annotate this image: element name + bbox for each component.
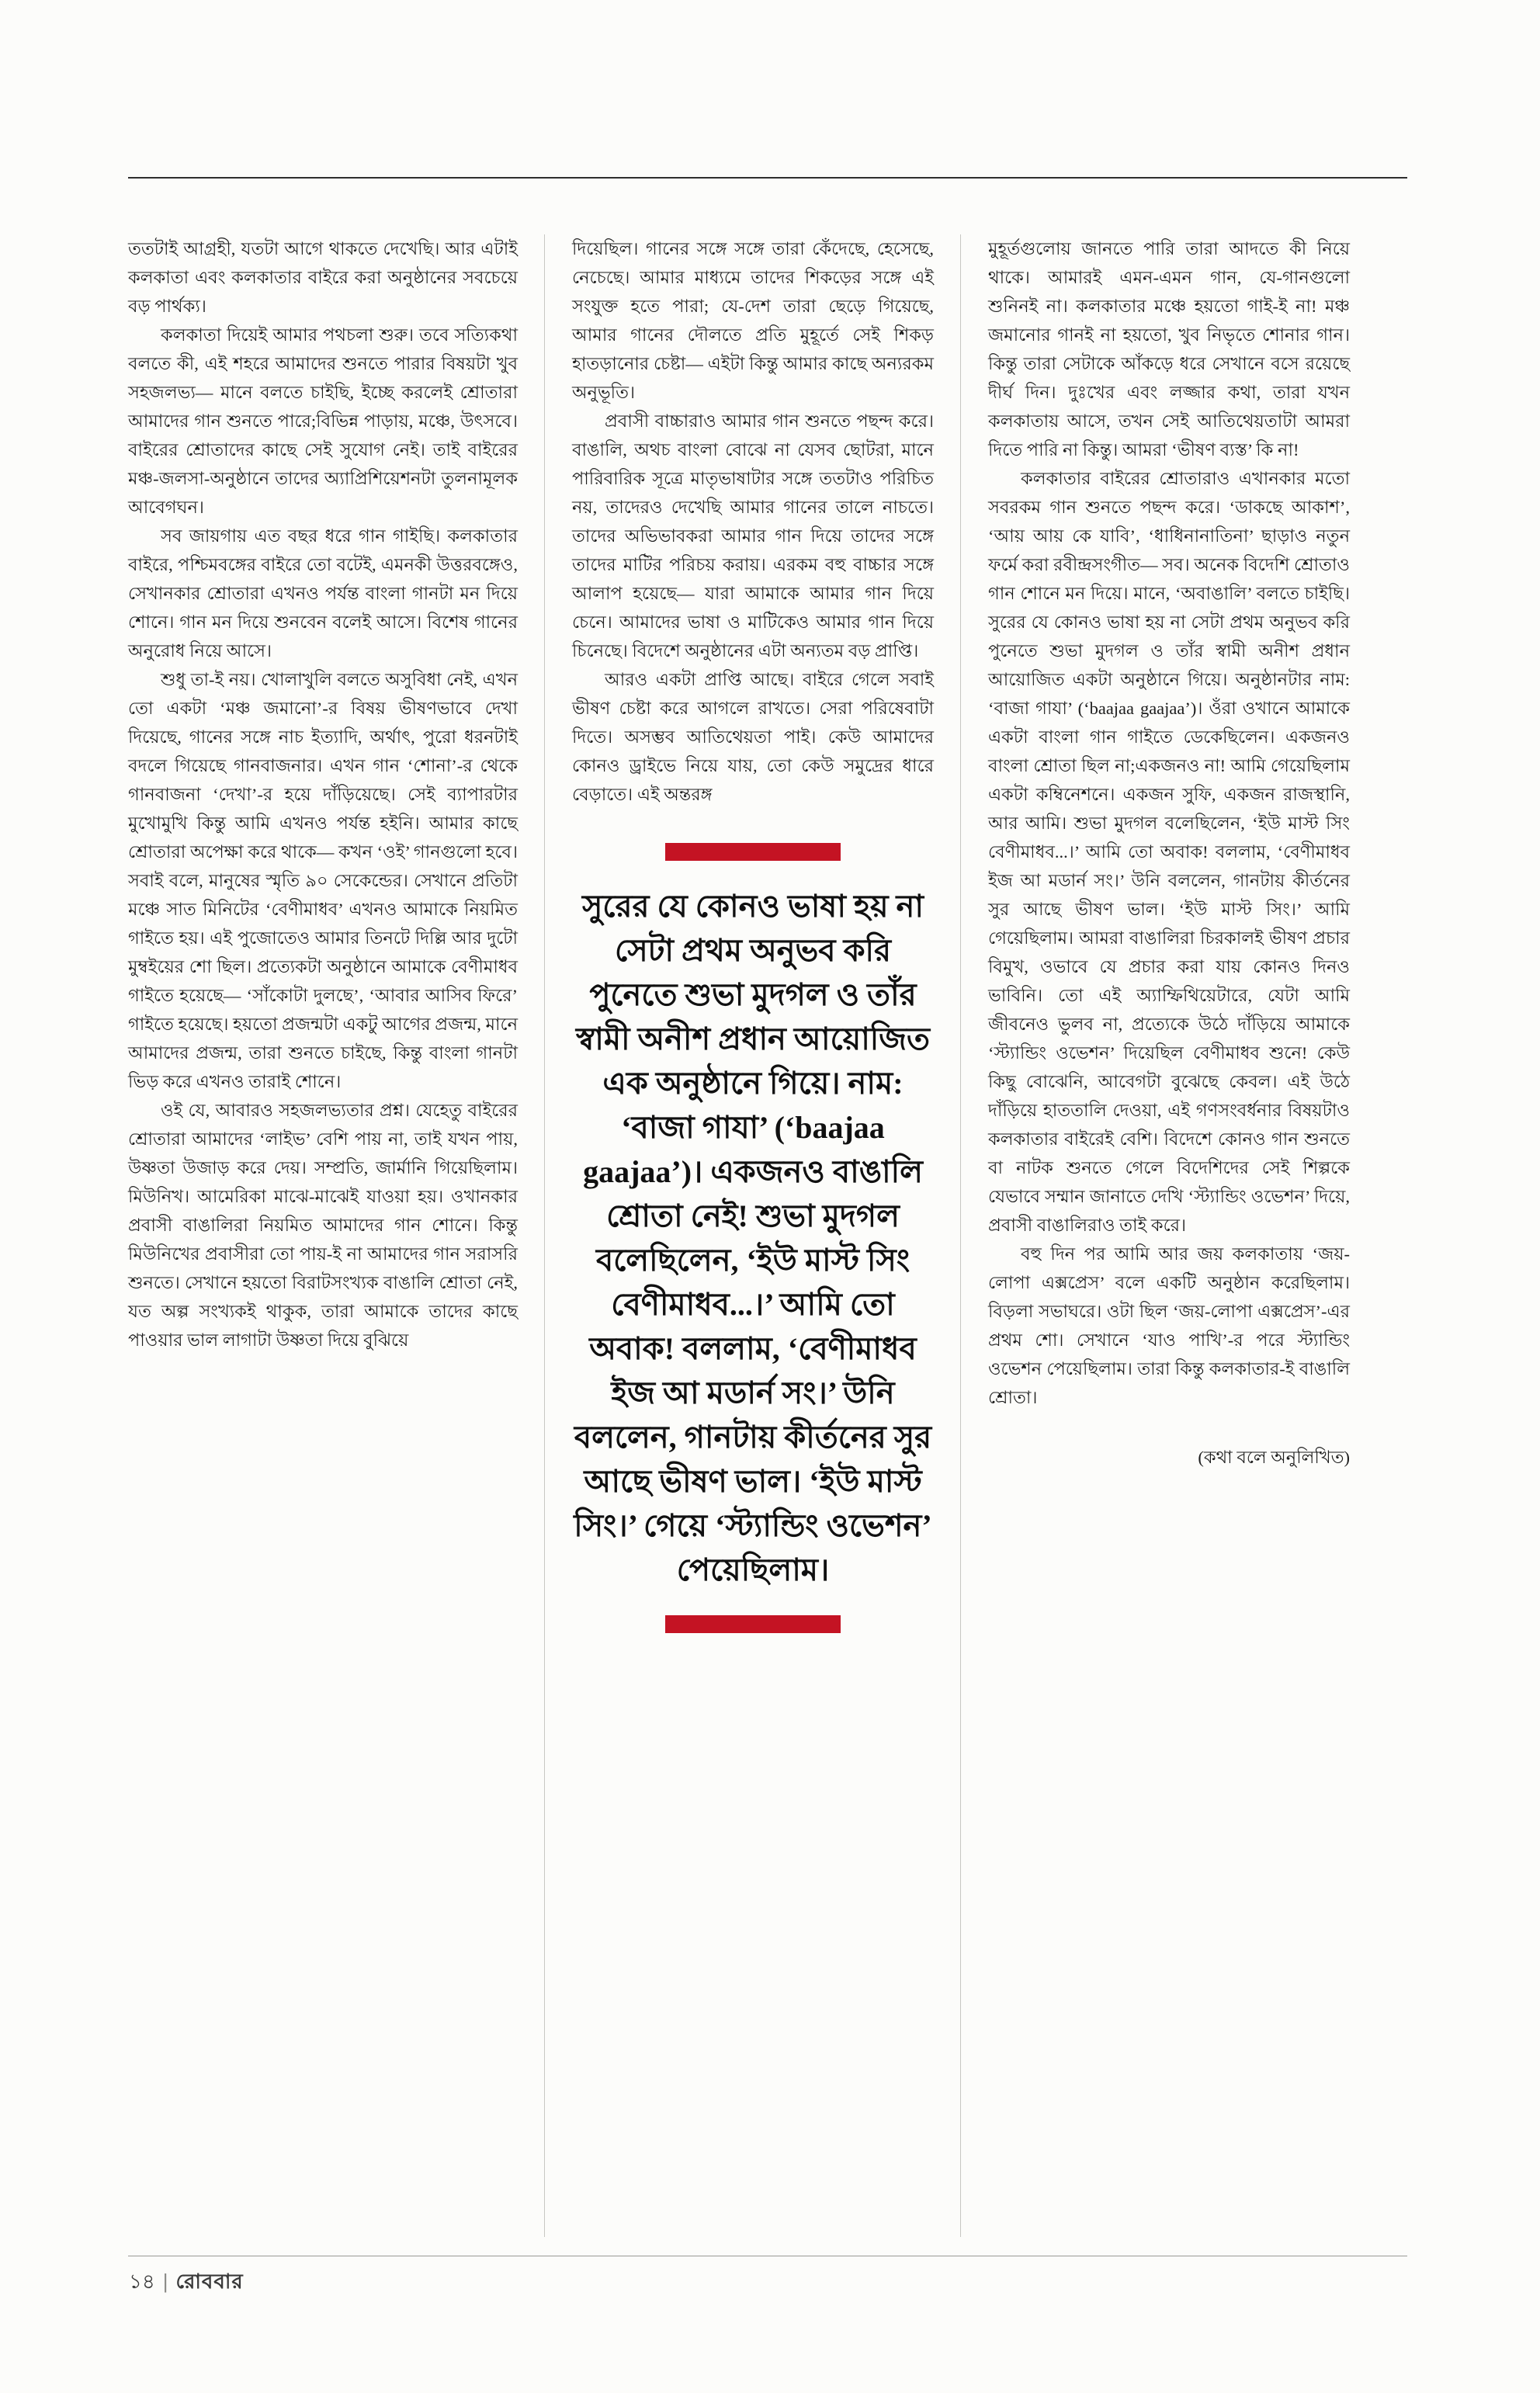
pull-quote-bottom-bar-decoration [665,1615,841,1633]
paragraph: ওই যে, আবারও সহজলভ্যতার প্রশ্ন। যেহেতু বাইরের শ্রোতারা আমাদের ‘লাইভ’ বেশি পায় না, তাই যখন পায়, উষ্ণতা উজাড় করে দেয়। সম্প্রতি, জার্মানি গিয়েছিলাম। মিউনিখ। আমেরিকা মাঝে-মাঝেই যাওয়া হয়। ওখানকার প্রবাসী বাঙালিরা নিয়মিত আমাদের গান শোনে। কিন্তু মিউনিখের প্রবাসীরা তো পায়-ই না আমাদের গান সরাসরি শুনতে। সেখানে হয়তো বিরাটসংখ্যক বাঙালি শ্রোতা নেই, যত অল্প সংখ্যকই থাকুক, তারা আমাকে তাদের কাছে পাওয়ার ভাল লাগাটা উষ্ণতা দিয়ে বুঝিয়ে [128,1101,518,1350]
paragraph: দিয়েছিল। গানের সঙ্গে সঙ্গে তারা কেঁদেছে, হেসেছে, নেচেছে। আমার মাধ্যমে তাদের শিকড়ের সঙ্গে এই সংযুক্ত হতে পারা; যে-দেশ তারা ছেড়ে গিয়েছে, আমার গানের দৌলতে প্রতি মুহূর্তে সেই শিকড় হাতড়ানোর চেষ্টা— এইটা কিন্তু আমার কাছে অন্যরকম অনুভূতি। [572,239,934,402]
article-column-3 [960,234,1350,2237]
paragraph: শুধু তা-ই নয়। খোলাখুলি বলতে অসুবিধা নেই, এখন তো একটা ‘মঞ্চ জমানো’-র বিষয় ভীষণভাবে দেখা দিয়েছে, গানের সঙ্গে নাচ ইত্যাদি, অর্থাৎ, পুরো ধরনটাই বদলে গিয়েছে গানবাজনার। এখন গান ‘শোনা’-র থেকে গানবাজনা ‘দেখা’-র হয়ে দাঁড়িয়েছে। সেই ব্যাপারটার মুখোমুখি কিন্তু আমি এখনও পর্যন্ত হইনি। আমার কাছে শ্রোতারা অপেক্ষা করে থাকে— কখন ‘ওই’ গানগুলো হবে। সবাই বলে, মানুষের স্মৃতি ৯০ সেকেন্ডের। সেখানে প্রতিটা মঞ্চে সাত মিনিটের ‘বেণীমাধব’ এখনও আমাকে নিয়মিত গাইতে হয়। এই পুজোতেও আমার তিনটে দিল্লি আর দুটো মুম্বইয়ের শো ছিল। প্রত্যেকটা অনুষ্ঠানে আমাকে বেণীমাধব গাইতে হয়েছে— ‘সাঁকোটা দুলছে’, ‘আবার আসিব ফিরে’ গাইতে হয়েছে। হয়তো প্রজন্মটা একটু আগের প্রজন্ম, মানে আমাদের প্রজন্ম, তারা শুনতে চাইছে, কিন্তু বাংলা গানটা ভিড় করে এখনও তারাই শোনে। [128,670,518,1091]
article-column-2 [544,234,934,2237]
paragraph: বহু দিন পর আমি আর জয় কলকাতায় ‘জয়-লোপা এক্সপ্রেস’ বলে একটি অনুষ্ঠান করেছিলাম। বিড়লা সভাঘরে। ওটা ছিল ‘জয়-লোপা এক্সপ্রেস’-এর প্রথম শো। সেখানে ‘যাও পাখি’-র পরে স্ট্যান্ডিং ওভেশন পেয়েছিলাম। তারা কিন্তু কলকাতার-ই বাঙালি শ্রোতা। [988,1244,1350,1407]
article-body [128,234,1407,2237]
paragraph: আরও একটা প্রাপ্তি আছে। বাইরে গেলে সবাই ভীষণ চেষ্টা করে আগলে রাখতে। সেরা পরিষেবাটা দিতে। অসম্ভব আতিথেয়তা পাই। কেউ আমাদের কোনও ড্রাইভে নিয়ে যায়, তো কেউ সমুদ্রের ধারে বেড়াতে। এই অন্তরঙ্গ [572,670,934,804]
publication-name: রোববার [175,2270,244,2293]
pull-quote [572,843,934,1633]
article-column-1 [128,234,518,2237]
footer-separator: | [162,2270,168,2293]
paragraph: প্রবাসী বাচ্চারাও আমার গান শুনতে পছন্দ করে। বাঙালি, অথচ বাংলা বোঝে না যেসব ছোটরা, মানে পারিবারিক সূত্রে মাতৃভাষাটার সঙ্গে ততটাও পরিচিত নয়, তাদেরও দেখেছি আমার গানের তালে নাচতে। তাদের অভিভাবকরা আমার গান দিয়ে তাদের সঙ্গে তাদের মাটির পরিচয় করায়। এরকম বহু বাচ্চার সঙ্গে আলাপ হয়েছে— যারা আমাকে আমার গান দিয়ে চেনে। আমাদের ভাষা ও মাটিকেও আমার গান দিয়ে চিনেছে। বিদেশে অনুষ্ঠানের এটা অন্যতম বড় প্রাপ্তি। [572,411,934,661]
attribution-note: (কথা বলে অনুলিখিত) [1198,1448,1350,1467]
page-footer [129,2268,244,2294]
paragraph: কলকাতার বাইরের শ্রোতারাও এখানকার মতো সবরকম গান শুনতে পছন্দ করে। ‘ডাকছে আকাশ’, ‘আয় আয় কে যাবি’, ‘ধাধিনানাতিনা’ ছাড়াও নতুন ফর্মে করা রবীন্দ্রসংগীত— সব। অনেক বিদেশি শ্রোতাও গান শোনে মন দিয়ে। মানে, ‘অবাঙালি’ বলতে চাইছি। সুরের যে কোনও ভাষা হয় না সেটা প্রথম অনুভব করি পুনেতে শুভা মুদগল ও তাঁর স্বামী অনীশ প্রধান আয়োজিত একটা অনুষ্ঠানে গিয়ে। অনুষ্ঠানটার নাম: ‘বাজা গাযা’ (‘baajaa gaajaa’)। ওঁরা ওখানে আমাকে একটা বাংলা গান গাইতে ডেকেছিলেন। একজনও বাংলা শ্রোতা ছিল না;একজনও না! আমি গেয়েছিলাম একটা কম্বিনেশনে। একজন সুফি, একজন রাজস্থানি, আর আমি। শুভা মুদগল বলেছিলেন, ‘ইউ মাস্ট সিং বেণীমাধব...।’ আমি তো অবাক! বললাম, ‘বেণীমাধব ইজ আ মডার্ন সং।’ উনি বললেন, গানটায় কীর্তনের সুর আছে ভীষণ ভাল। ‘ইউ মাস্ট সিং।’ আমি গেয়েছিলাম। আমরা বাঙালিরা চিরকালই ভীষণ প্রচার বিমুখ, ওভাবে যে প্রচার করা যায় কোনও দিনও ভাবিনি। তো এই অ্যাম্ফিথিয়েটারে, যেটা আমি জীবনেও ভুলব না, প্রত্যেকে উঠে দাঁড়িয়ে আমাকে ‘স্ট্যান্ডিং ওভেশন’ দিয়েছিল বেণীমাধব শুনে! কেউ কিছু বোঝেনি, আবেগটা বুঝেছে কেবল। এই উঠে দাঁড়িয়ে হাততালি দেওয়া, এই গণসংবর্ধনার বিষয়টাও কলকাতার বাইরেই বেশি। বিদেশে কোনও গান শুনতে বা নাটক শুনতে গেলে বিদেশিদের সেই শিল্পকে যেভাবে সম্মান জানাতে দেখি ‘স্ট্যান্ডিং ওভেশন’ দিয়ে, প্রবাসী বাঙালিরাও তাই করে। [988,469,1350,1235]
pull-quote-text: সুরের যে কোনও ভাষা হয় না সেটা প্রথম অনুভব করি পুনেতে শুভা মুদগল ও তাঁর স্বামী অনীশ প্রধান আয়োজিত এক অনুষ্ঠানে গিয়ে। নাম: ‘বাজা গাযা’ (‘baajaa gaajaa’)। একজনও বাঙালি শ্রোতা নেই! শুভা মুদগল বলেছিলেন, ‘ইউ মাস্ট সিং বেণীমাধব...।’ আমি তো অবাক! বললাম, ‘বেণীমাধব ইজ আ মডার্ন সং।’ উনি বললেন, গানটায় কীর্তনের সুর আছে ভীষণ ভাল। ‘ইউ মাস্ট সিং।’ গেয়ে ‘স্ট্যান্ডিং ওভেশন’ পেয়েছিলাম। [574,889,932,1587]
paragraph: ততটাই আগ্রহী, যতটা আগে থাকতে দেখেছি। আর এটাই কলকাতা এবং কলকাতার বাইরে করা অনুষ্ঠানের সবচেয়ে বড় পার্থক্য। [128,239,518,316]
top-divider [128,177,1407,179]
paragraph: সব জায়গায় এত বছর ধরে গান গাইছি। কলকাতার বাইরে, পশ্চিমবঙ্গের বাইরে তো বটেই, এমনকী উত্তরবঙ্গেও, সেখানকার শ্রোতারা এখনও পর্যন্ত বাংলা গানটা মন দিয়ে শোনে। গান মন দিয়ে শুনবেন বলেই আসে। বিশেষ গানের অনুরোধ নিয়ে আসে। [128,526,518,661]
pull-quote-top-bar-decoration [665,843,841,861]
paragraph: কলকাতা দিয়েই আমার পথচলা শুরু। তবে সত্যিকথা বলতে কী, এই শহরে আমাদের শুনতে পারার বিষয়টা খুব সহজলভ্য— মানে বলতে চাইছি, ইচ্ছে করলেই শ্রোতারা আমাদের গান শুনতে পারে;বিভিন্ন পাড়ায়, মঞ্চে, উৎসবে। বাইরের শ্রোতাদের কাছে সেই সুযোগ নেই। তাই বাইরের মঞ্চ-জলসা-অনুষ্ঠানে তাদের অ্যাপ্রিশিয়েশনটা তুলনামূলক আবেগঘন। [128,325,518,517]
page-number: ১৪ [129,2270,155,2293]
paragraph: মুহূর্তগুলোয় জানতে পারি তারা আদতে কী নিয়ে থাকে। আমারই এমন-এমন গান, যে-গানগুলো শুনিনই না। কলকাতার মঞ্চে হয়তো গাই-ই না! মঞ্চ জমানোর গানই না হয়তো, খুব নিভৃতে শোনার গান। কিন্তু তারা সেটাকে আঁকড়ে ধরে সেখানে বসে রয়েছে দীর্ঘ দিন। দুঃখের এবং লজ্জার কথা, তারা যখন কলকাতায় আসে, তখন সেই আতিথেয়তাটা আমরা দিতে পারি না কিন্তু। আমরা ‘ভীষণ ব্যস্ত’ কি না! [988,239,1350,460]
